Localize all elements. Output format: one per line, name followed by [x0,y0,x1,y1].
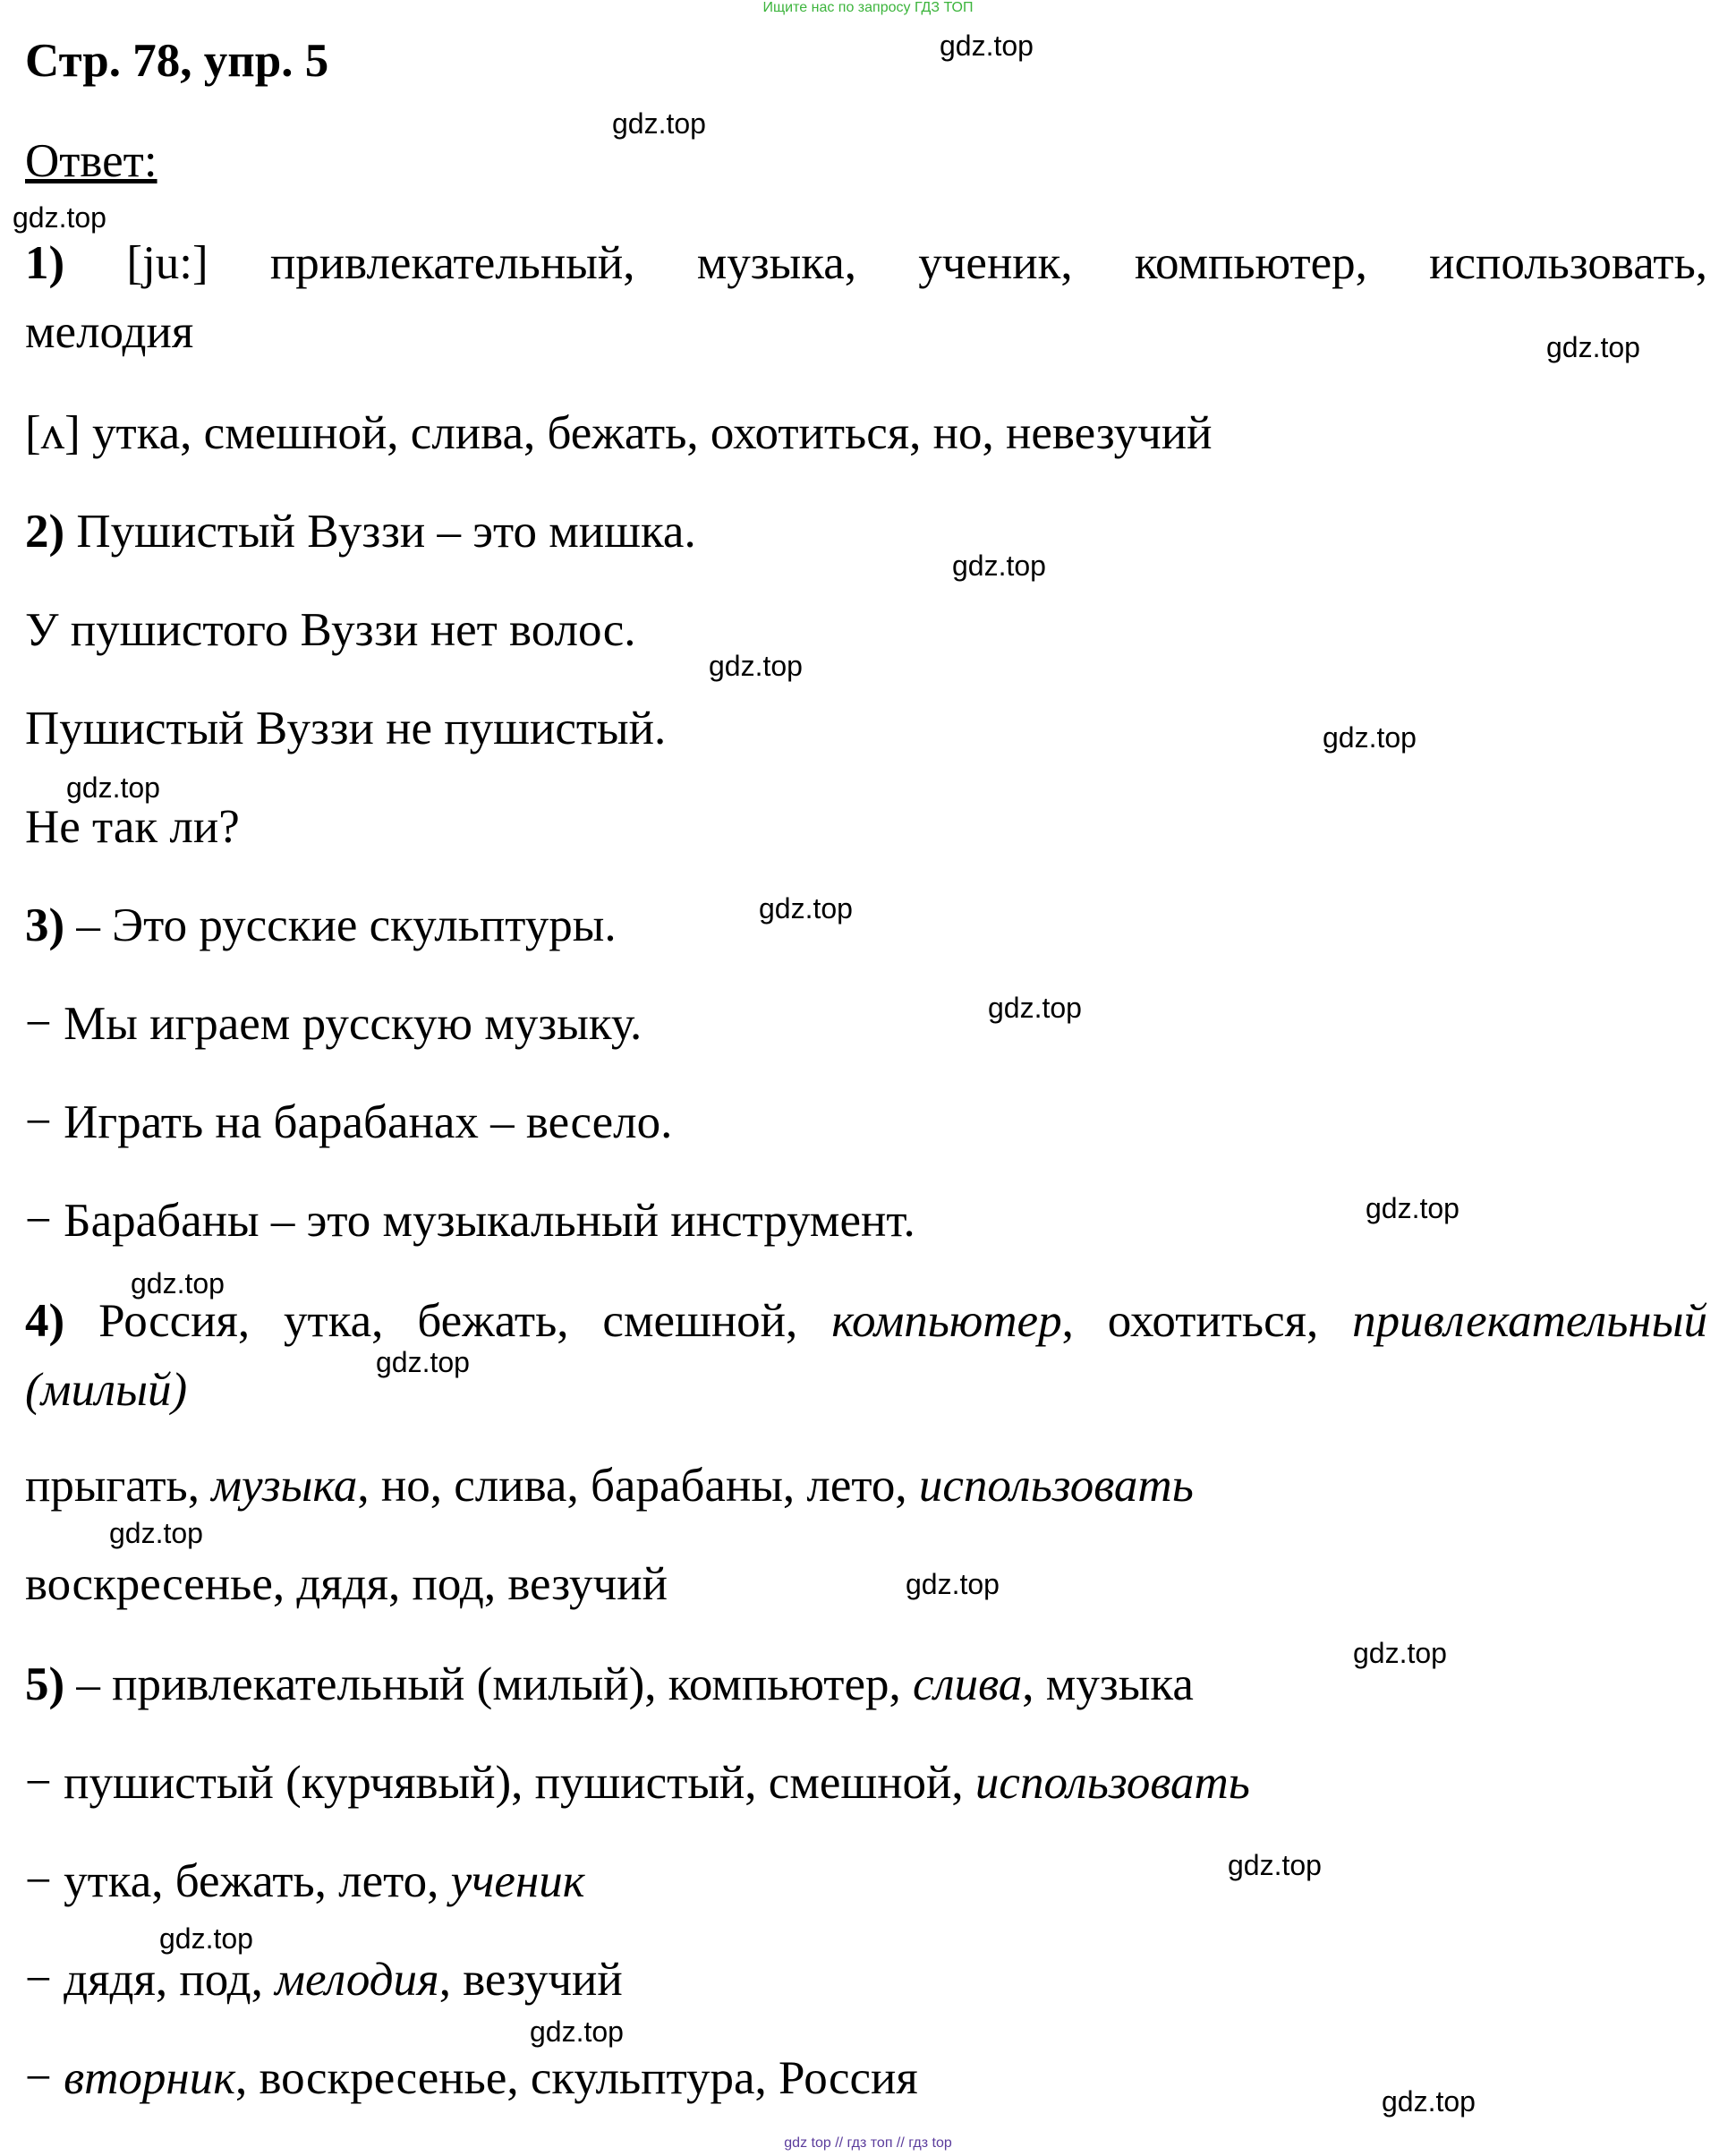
section-5-text-4a: − дядя, под, [25,1954,276,2006]
section-2-line-4: Не так ли? [25,801,240,853]
section-2-line-1 [25,503,696,560]
section-5-text-1c: , музыка [1022,1658,1194,1710]
section-5-text-5a: − [25,2052,64,2104]
section-4-text-3b: музыка [211,1460,358,1512]
section-4-line-1 [25,1287,1707,1356]
page-title: Стр. 78, упр. 5 [25,35,329,87]
section-2-line-3: Пушистый Вуззи не пушистый. [25,703,667,754]
watermark: gdz.top [1382,2085,1476,2118]
section-5-line-2 [25,1754,1250,1811]
watermark: gdz.top [709,650,803,682]
section-5-number: 5) [25,1658,65,1710]
section-1-text-1: [ju:] привлекательный, музыка, ученик, компьютер, использовать, [126,237,1707,289]
section-5-text-5b: вторник [64,2052,236,2104]
watermark: gdz.top [530,2015,624,2048]
watermark: gdz.top [13,201,106,234]
watermark: gdz.top [759,892,853,925]
section-4-text-3a: прыгать, [25,1460,212,1512]
section-4-text-1b: компьютер [831,1295,1062,1347]
section-3-text-1: – Это русские скульптуры. [76,899,617,951]
section-5-text-4c: , везучий [438,1954,623,2006]
section-4-line-4: воскресенье, дядя, под, везучий [25,1558,668,1610]
section-5-text-5c: , воскресенье, скульптура, Россия [235,2052,918,2104]
watermark: gdz.top [612,107,706,140]
section-4-number: 4) [25,1295,65,1347]
section-5-text-1b: слива [913,1658,1023,1710]
section-4-text-3c: , но, слива, барабаны, лето, [357,1460,919,1512]
watermark: gdz.top [940,30,1034,62]
section-4-text-1c: , охотиться, [1061,1295,1353,1347]
watermark: gdz.top [66,771,160,804]
section-4-line-3 [25,1457,1194,1514]
watermark: gdz.top [952,550,1046,582]
top-banner: Ищите нас по запросу ГДЗ ТОП [762,0,974,15]
section-4-text-3d: использовать [918,1460,1194,1512]
section-1 [25,229,1707,367]
section-3-number: 3) [25,899,65,951]
watermark: gdz.top [131,1267,225,1300]
section-5-text-3b: ученик [450,1855,585,1907]
section-1-line-1 [25,229,1707,298]
section-3-line-2: − Мы играем русскую музыку. [25,998,642,1050]
section-2-line-2: У пушистого Вуззи нет волос. [25,604,636,656]
section-5-line-4 [25,1951,623,2008]
watermark: gdz.top [1353,1637,1447,1669]
section-2-text-1: Пушистый Вуззи – это мишка. [76,506,696,558]
section-5-text-2a: − пушистый (курчявый), пушистый, смешной, [25,1757,975,1809]
section-4-text-1d: привлекательный [1352,1295,1707,1347]
watermark: gdz.top [1366,1192,1459,1224]
section-1-number: 1) [25,237,65,289]
answer-label: Ответ: [25,135,157,187]
section-5-line-5 [25,2049,918,2107]
section-5-line-3 [25,1853,585,1910]
section-5-text-1a: – привлекательный (милый), компьютер, [76,1658,913,1710]
watermark: gdz.top [1323,721,1417,754]
watermark: gdz.top [159,1922,253,1955]
section-2-number: 2) [25,506,65,558]
section-4 [25,1287,1707,1425]
footer: gdz top // гдз топ // гдз top [784,2135,952,2151]
section-3-line-4: − Барабаны – это музыкальный инструмент. [25,1195,915,1247]
section-3-line-1 [25,897,617,954]
section-5-text-2b: использовать [974,1757,1250,1809]
section-4-text-1a: Россия, утка, бежать, смешной, [98,1295,832,1347]
section-5-text-3a: − утка, бежать, лето, [25,1855,451,1907]
section-1-line-2: мелодия [25,306,194,358]
watermark: gdz.top [109,1517,203,1549]
section-3-line-3: − Играть на барабанах – весело. [25,1096,673,1148]
section-1-line-3: [ʌ] утка, смешной, слива, бежать, охотиться, но, невезучий [25,407,1213,459]
watermark: gdz.top [376,1346,470,1378]
watermark: gdz.top [1228,1849,1322,1881]
section-5-text-4b: мелодия [275,1954,439,2006]
section-4-text-2: (милый) [25,1364,188,1416]
watermark: gdz.top [906,1568,1000,1600]
watermark: gdz.top [988,992,1082,1024]
watermark: gdz.top [1546,331,1640,363]
section-4-line-2 [25,1356,1707,1425]
section-5-line-1 [25,1656,1194,1713]
